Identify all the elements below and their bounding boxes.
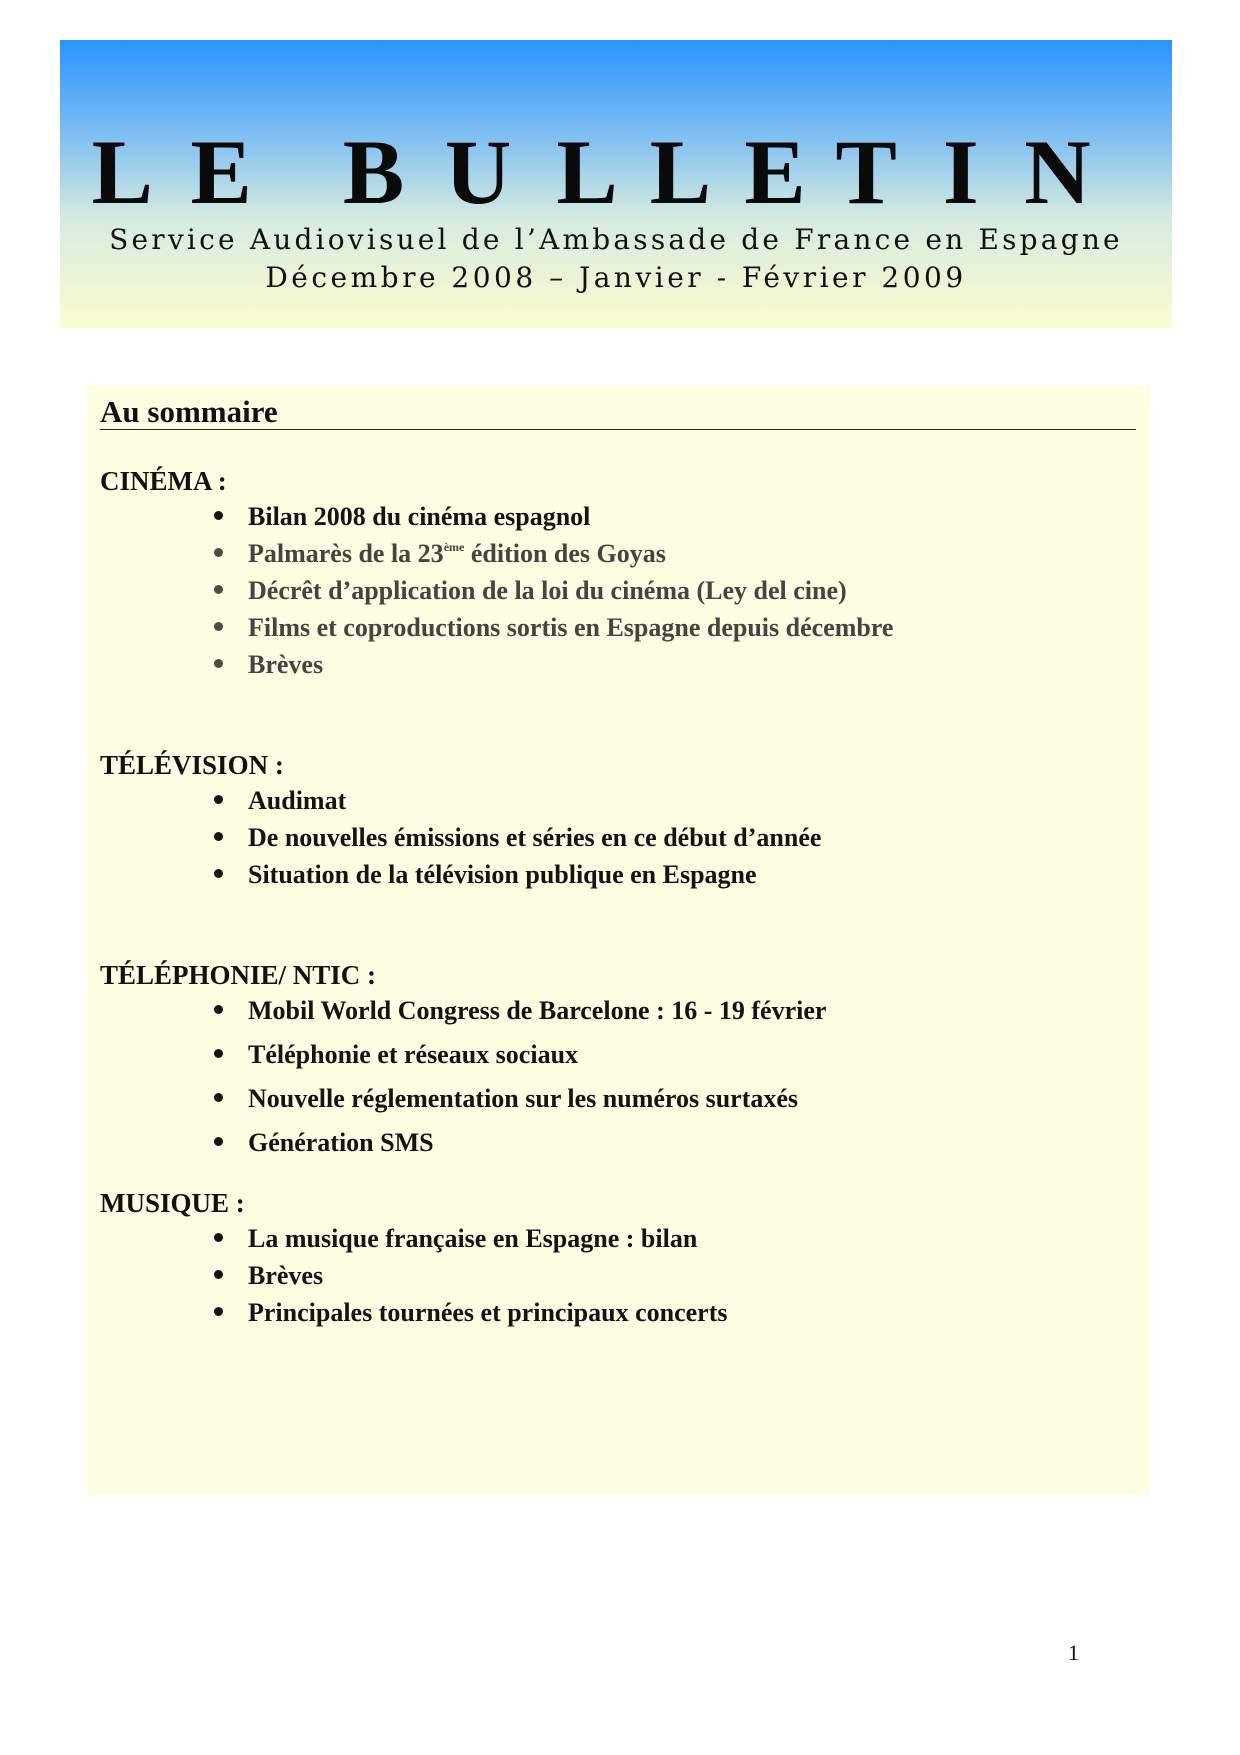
toc-item (86, 575, 1086, 607)
bulletin-header (60, 40, 1172, 328)
bulletin-title-letter: L (91, 121, 153, 223)
bullet-icon (214, 1049, 223, 1058)
bulletin-title-letter: E (744, 121, 806, 223)
bullet-icon (214, 659, 223, 668)
toc-item-label: Génération SMS (248, 1128, 434, 1157)
toc-section-heading-television: TÉLÉVISION : (100, 750, 284, 780)
toc-item-label: Situation de la télévision publique en Espagne (248, 860, 757, 889)
bullet-icon (214, 548, 223, 557)
toc-item-label: Bilan 2008 du cinéma espagnol (248, 502, 591, 531)
page-number: 1 (1068, 1640, 1079, 1665)
toc-item (86, 649, 1086, 681)
toc-item (86, 612, 1086, 644)
toc-item-label-part: Palmarès de la 23ème édition des Goyas (248, 539, 666, 568)
toc-divider (100, 429, 1136, 430)
toc-item-label: Principales tournées et principaux concerts (248, 1298, 728, 1327)
bulletin-title-letter: L (649, 121, 712, 223)
toc-item (86, 1127, 1086, 1159)
toc-item-label: Nouvelle réglementation sur les numéros surtaxés (248, 1084, 799, 1113)
bullet-icon (214, 622, 223, 631)
toc-item-label: La musique française en Espagne : bilan (248, 1224, 698, 1253)
toc-section-heading-musique: MUSIQUE : (100, 1188, 245, 1218)
bulletin-title-letter: T (835, 121, 897, 223)
toc-item-label: Brèves (248, 650, 324, 679)
toc-item-label: Décrêt d’application de la loi du cinéma (Ley del cine) (248, 576, 847, 605)
bullet-icon (214, 869, 223, 878)
toc-item-label: Mobil World Congress de Barcelone : 16 - 19 février (248, 996, 827, 1025)
toc-section-heading-telephonie: TÉLÉPHONIE/ NTIC : (100, 960, 377, 990)
bulletin-title-letter: B (342, 121, 405, 223)
bullet-icon (214, 1093, 223, 1102)
toc-title: Au sommaire (100, 394, 278, 429)
toc-item-label (248, 538, 666, 570)
toc-item (86, 1083, 1086, 1115)
ordinal-suffix: ème (443, 540, 465, 554)
toc-item (86, 1297, 1086, 1329)
bulletin-title-letter: N (1024, 121, 1091, 223)
bullet-icon (214, 1270, 223, 1279)
bullet-icon (214, 1307, 223, 1316)
toc-item (86, 1039, 1086, 1071)
bullet-icon (214, 585, 223, 594)
toc-section-heading-cinema: CINÉMA : (100, 466, 227, 496)
toc-item (86, 785, 1086, 817)
toc-item (86, 1260, 1086, 1292)
bulletin-title-letter: E (190, 121, 252, 223)
bullet-icon (214, 1005, 223, 1014)
bulletin-title-letter: I (942, 121, 979, 223)
toc-item-label: Films et coproductions sortis en Espagne depuis décembre (248, 613, 894, 642)
toc-item-label: Téléphonie et réseaux sociaux (248, 1040, 579, 1069)
toc-item (86, 538, 1086, 570)
toc-item-label: Audimat (248, 786, 347, 815)
bulletin-issue-date: Décembre 2008 – Janvier - Février 2009 (265, 261, 967, 294)
toc-item (86, 1223, 1086, 1255)
toc-item (86, 822, 1086, 854)
bulletin-title (60, 122, 1172, 222)
bulletin-title-letter: U (444, 121, 512, 223)
bulletin-subtitle: Service Audiovisuel de l’Ambassade de France en Espagne (109, 223, 1123, 256)
toc-item-label: Brèves (248, 1261, 324, 1290)
bullet-icon (214, 511, 223, 520)
toc-item (86, 501, 1086, 533)
toc-item (86, 859, 1086, 891)
bullet-icon (214, 1233, 223, 1242)
table-of-contents (86, 385, 1150, 1495)
bullet-icon (214, 1137, 223, 1146)
toc-item-label: De nouvelles émissions et séries en ce début d’année (248, 823, 822, 852)
toc-item (86, 995, 1086, 1027)
bullet-icon (214, 795, 223, 804)
bullet-icon (214, 832, 223, 841)
bulletin-title-letter: L (556, 121, 618, 223)
